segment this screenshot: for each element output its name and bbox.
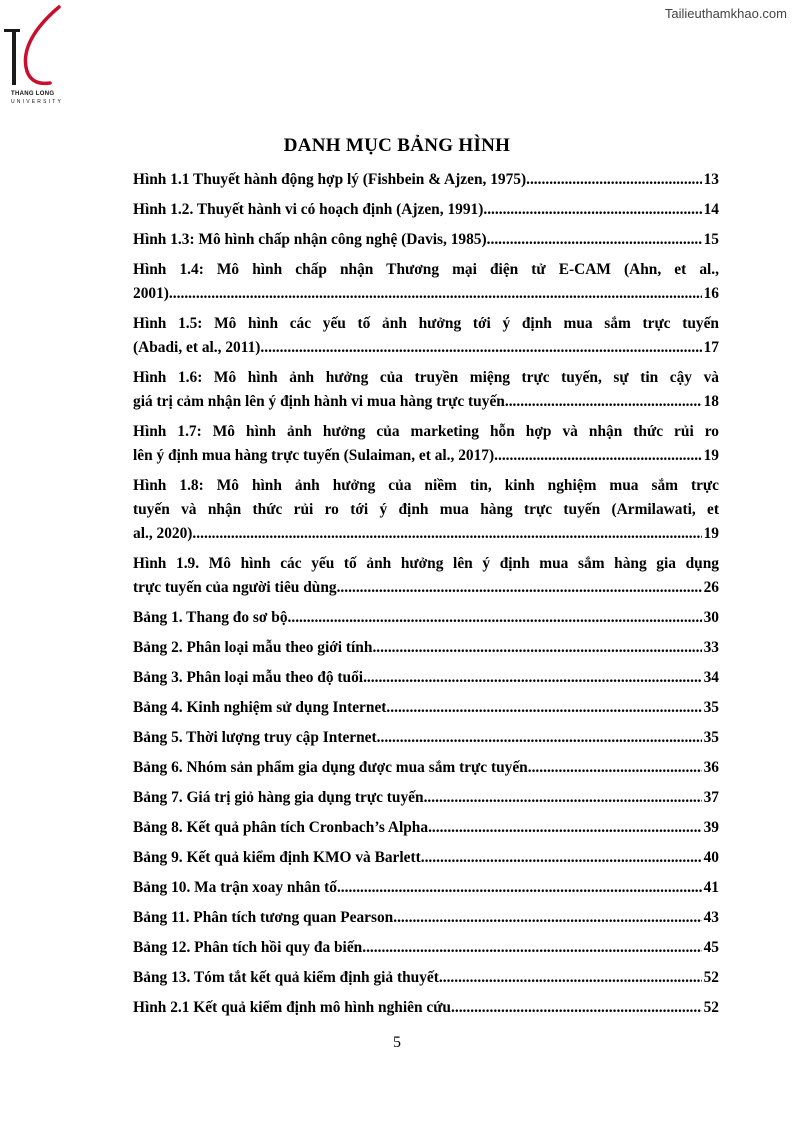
toc-page-number: 17 bbox=[703, 339, 719, 356]
dot-leader bbox=[337, 876, 702, 900]
toc-entry-text: Bảng 8. Kết quả phân tích Cronbach’s Alpha bbox=[133, 819, 429, 836]
toc-page-number: 52 bbox=[703, 999, 719, 1016]
toc-entry[interactable] bbox=[133, 198, 719, 222]
toc-entry-text: Hình 1.1 Thuyết hành động hợp lý (Fishbein & Ajzen, 1975) bbox=[133, 171, 527, 188]
toc-entry-text: Hình 1.4: Mô hình chấp nhận Thương mại điện tử E-CAM (Ahn, et al., bbox=[133, 261, 719, 278]
logo-text-line1: THANG LONG bbox=[11, 91, 55, 97]
toc-entry[interactable] bbox=[133, 168, 719, 192]
toc-entry-text: Bảng 1. Thang đo sơ bộ bbox=[133, 609, 288, 626]
dot-leader bbox=[494, 444, 701, 468]
toc-entry[interactable] bbox=[133, 936, 719, 960]
toc-page-number: 43 bbox=[703, 909, 719, 926]
toc-entry-text: al., 2020) bbox=[133, 525, 193, 542]
toc-entry-text: Bảng 11. Phân tích tương quan Pearson bbox=[133, 909, 394, 926]
toc-entry[interactable] bbox=[133, 606, 719, 630]
dot-leader bbox=[260, 336, 701, 360]
toc-page-number: 18 bbox=[703, 393, 719, 410]
toc-entry-text: giá trị cảm nhận lên ý định hành vi mua hàng trực tuyến bbox=[133, 393, 505, 410]
toc-page-number: 34 bbox=[703, 669, 719, 686]
dot-leader bbox=[526, 168, 702, 192]
page-title: DANH MỤC BẢNG HÌNH bbox=[283, 135, 511, 156]
toc-entry[interactable] bbox=[133, 816, 719, 840]
toc-entry-text: Hình 1.5: Mô hình các yếu tố ảnh hưởng tới ý định mua sắm trực tuyến bbox=[133, 315, 719, 332]
dot-leader bbox=[424, 786, 702, 810]
logo-text-line2: UNIVERSITY bbox=[11, 99, 64, 105]
toc-page-number: 37 bbox=[703, 789, 719, 806]
dot-leader bbox=[439, 966, 702, 990]
toc-entry-text: (Abadi, et al., 2011) bbox=[133, 339, 261, 356]
toc-entry-text: Bảng 9. Kết quả kiểm định KMO và Barlett bbox=[133, 849, 421, 866]
toc-entry-text: Hình 1.3: Mô hình chấp nhận công nghệ (Davis, 1985) bbox=[133, 231, 487, 248]
toc-entry-text: Bảng 2. Phân loại mẫu theo giới tính bbox=[133, 639, 373, 656]
dot-leader bbox=[192, 522, 701, 546]
university-logo bbox=[2, 5, 72, 105]
toc-entry[interactable] bbox=[133, 876, 719, 900]
toc-page-number: 16 bbox=[703, 285, 719, 302]
dot-leader bbox=[169, 282, 702, 306]
toc-page-number: 41 bbox=[703, 879, 719, 896]
toc-entry-text: Bảng 3. Phân loại mẫu theo độ tuổi bbox=[133, 669, 364, 686]
toc-entry[interactable] bbox=[133, 474, 719, 546]
watermark: Tailieuthamkhao.com bbox=[664, 6, 787, 21]
toc-entry-text: Hình 1.8: Mô hình ảnh hưởng của niềm tin, kinh nghiệm mua sắm trực bbox=[133, 477, 719, 494]
toc-entry[interactable] bbox=[133, 996, 719, 1020]
toc-page-number: 35 bbox=[703, 729, 719, 746]
page-number: 5 bbox=[393, 1034, 401, 1051]
toc-entry[interactable] bbox=[133, 258, 719, 306]
toc-page-number: 39 bbox=[703, 819, 719, 836]
toc-page-number: 13 bbox=[703, 171, 719, 188]
toc-entry[interactable] bbox=[133, 420, 719, 468]
toc-entry[interactable] bbox=[133, 756, 719, 780]
toc-entry[interactable] bbox=[133, 666, 719, 690]
toc-entry-text: Hình 1.2. Thuyết hành vi có hoạch định (Ajzen, 1991) bbox=[133, 201, 484, 218]
toc-entry-text: Bảng 12. Phân tích hồi quy đa biến bbox=[133, 939, 363, 956]
dot-leader bbox=[377, 726, 702, 750]
toc-page-number: 52 bbox=[703, 969, 719, 986]
dot-leader bbox=[528, 756, 702, 780]
toc-page-number: 45 bbox=[703, 939, 719, 956]
toc-entry[interactable] bbox=[133, 366, 719, 414]
toc-entry[interactable] bbox=[133, 906, 719, 930]
toc-entry[interactable] bbox=[133, 846, 719, 870]
dot-leader bbox=[362, 936, 701, 960]
toc-entry-text: Bảng 4. Kinh nghiệm sử dụng Internet bbox=[133, 699, 387, 716]
toc-entry-text: Bảng 7. Giá trị giỏ hàng gia dụng trực tuyến bbox=[133, 789, 424, 806]
toc-page-number: 19 bbox=[703, 447, 719, 464]
toc-page-number: 40 bbox=[703, 849, 719, 866]
toc-entry-text: Bảng 13. Tóm tắt kết quả kiểm định giả thuyết bbox=[133, 969, 439, 986]
toc-entry[interactable] bbox=[133, 228, 719, 252]
dot-leader bbox=[505, 390, 702, 414]
toc-entry-text: Hình 1.7: Mô hình ảnh hưởng của marketing hỗn hợp và nhận thức rủi ro bbox=[133, 423, 719, 440]
dot-leader bbox=[386, 696, 701, 720]
toc-entry[interactable] bbox=[133, 726, 719, 750]
toc-entry-text: Hình 2.1 Kết quả kiểm định mô hình nghiên cứu bbox=[133, 999, 451, 1016]
toc-entry[interactable] bbox=[133, 966, 719, 990]
toc-entry-text: lên ý định mua hàng trực tuyến (Sulaiman, et al., 2017) bbox=[133, 447, 495, 464]
thang-long-emblem-icon bbox=[2, 5, 72, 91]
dot-leader bbox=[483, 198, 701, 222]
toc-entry[interactable] bbox=[133, 696, 719, 720]
toc-entry[interactable] bbox=[133, 312, 719, 360]
dot-leader bbox=[451, 996, 702, 1020]
toc-entry-text: Bảng 6. Nhóm sản phẩm gia dụng được mua sắm trực tuyến bbox=[133, 759, 528, 776]
toc-page-number: 26 bbox=[703, 579, 719, 596]
toc-entry-text: Hình 1.6: Mô hình ảnh hưởng của truyền miệng trực tuyến, sự tin cậy và bbox=[133, 369, 719, 386]
toc-entry-text: Bảng 5. Thời lượng truy cập Internet bbox=[133, 729, 377, 746]
toc-page-number: 14 bbox=[703, 201, 719, 218]
dot-leader bbox=[372, 636, 701, 660]
dot-leader bbox=[428, 816, 702, 840]
toc-page-number: 19 bbox=[703, 525, 719, 542]
dot-leader bbox=[487, 228, 702, 252]
toc-page-number: 15 bbox=[703, 231, 719, 248]
toc-entry-text: Bảng 10. Ma trận xoay nhân tố bbox=[133, 879, 337, 896]
toc-page-number: 35 bbox=[703, 699, 719, 716]
dot-leader bbox=[363, 666, 702, 690]
toc-entry-text: Hình 1.9. Mô hình các yếu tố ảnh hưởng lên ý định mua sắm hàng gia dụng bbox=[133, 555, 719, 572]
toc-page-number: 33 bbox=[703, 639, 719, 656]
table-of-figures bbox=[133, 168, 719, 1026]
toc-entry[interactable] bbox=[133, 786, 719, 810]
toc-entry-text: trực tuyến của người tiêu dùng bbox=[133, 579, 337, 596]
toc-page-number: 30 bbox=[703, 609, 719, 626]
toc-page-number: 36 bbox=[703, 759, 719, 776]
dot-leader bbox=[421, 846, 702, 870]
toc-entry[interactable] bbox=[133, 636, 719, 660]
toc-entry-text: 2001) bbox=[133, 285, 169, 302]
dot-leader bbox=[288, 606, 702, 630]
toc-entry[interactable] bbox=[133, 552, 719, 600]
dot-leader bbox=[393, 906, 701, 930]
dot-leader bbox=[337, 576, 702, 600]
toc-entry-text: tuyến và nhận thức rủi ro tới ý định mua hàng trực tuyến (Armilawati, et bbox=[133, 501, 719, 518]
